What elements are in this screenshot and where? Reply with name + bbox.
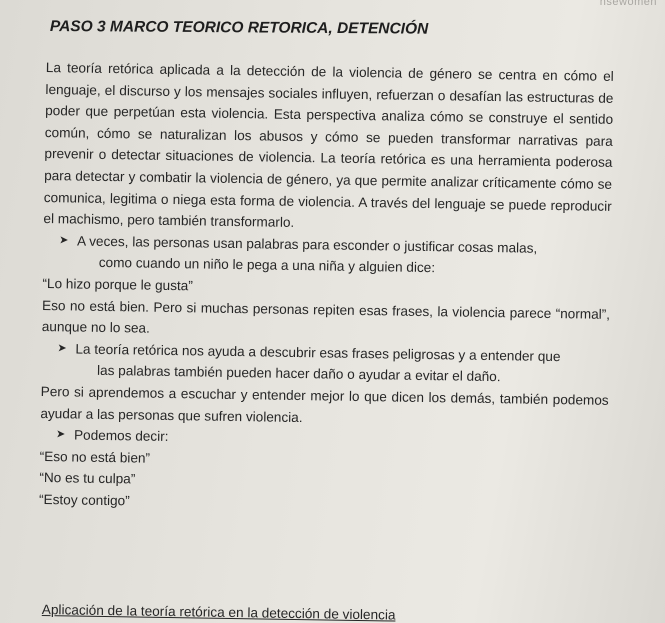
section-footer-heading: Aplicación de la teoría retórica en la detección de violencia [41,602,396,623]
bullet-2-line-2: las palabras también pueden hacer daño o ayudar a evitar el daño. [96,363,501,385]
quote-list-item: “Eso no está bien” [39,448,151,466]
arrow-bullet-icon: ➤ [55,428,66,441]
document-body [39,57,614,519]
bullet-2-line-1: La teoría retórica nos ayuda a descubrir esas frases peligrosas y a entender que [75,341,561,364]
bullet-3-text: Podemos decir: [73,427,169,445]
paragraph-2: Eso no está bien. Pero si muchas personas repiten esas frases, la violencia parece “normal”, aunque no lo sea. [41,297,611,336]
watermark: nsewomen [599,0,657,8]
arrow-bullet-icon: ➤ [59,233,69,247]
paragraph-3: Pero si aprendemos a escuchar y entender mejor lo que dicen los demás, también podemos ayudar a las personas que sufren violencia. [40,383,609,425]
quote-list-item: “Estoy contigo” [38,491,130,509]
intro-paragraph: La teoría retórica aplicada a la detección de la violencia de género se centra en cómo el lenguaje, el discurso y los mensajes sociales influyen, refuerzan o desafían las estructuras de poder que perpetúan esta violencia. Esta perspectiva analiza cómo se construye el sentido común, cómo se naturalizan los abusos y cómo se pueden transformar narrativas para prevenir o detectar situaciones de violencia. La teoría retórica es una herramienta poderosa para detectar y combatir la violencia de género, ya que permite analizar críticamente cómo se comunica, legitima o niega esta forma de violencia. A través del lenguaje se puede reproducir el machismo, pero también transformarlo. [43,59,614,231]
quote-list-item: “No es tu culpa” [39,470,136,487]
arrow-bullet-icon: ➤ [57,341,67,355]
bullet-1-line-2: como cuando un niño le pega a una niña y alguien dice: [98,255,436,276]
quote-1: “Lo hizo porque le gusta” [42,275,193,294]
page-title: PASO 3 MARCO TEORICO RETORICA, DETENCIÓN [49,18,429,38]
bullet-1-line-1: A veces, las personas usan palabras para esconder o justificar cosas malas, [76,233,538,256]
